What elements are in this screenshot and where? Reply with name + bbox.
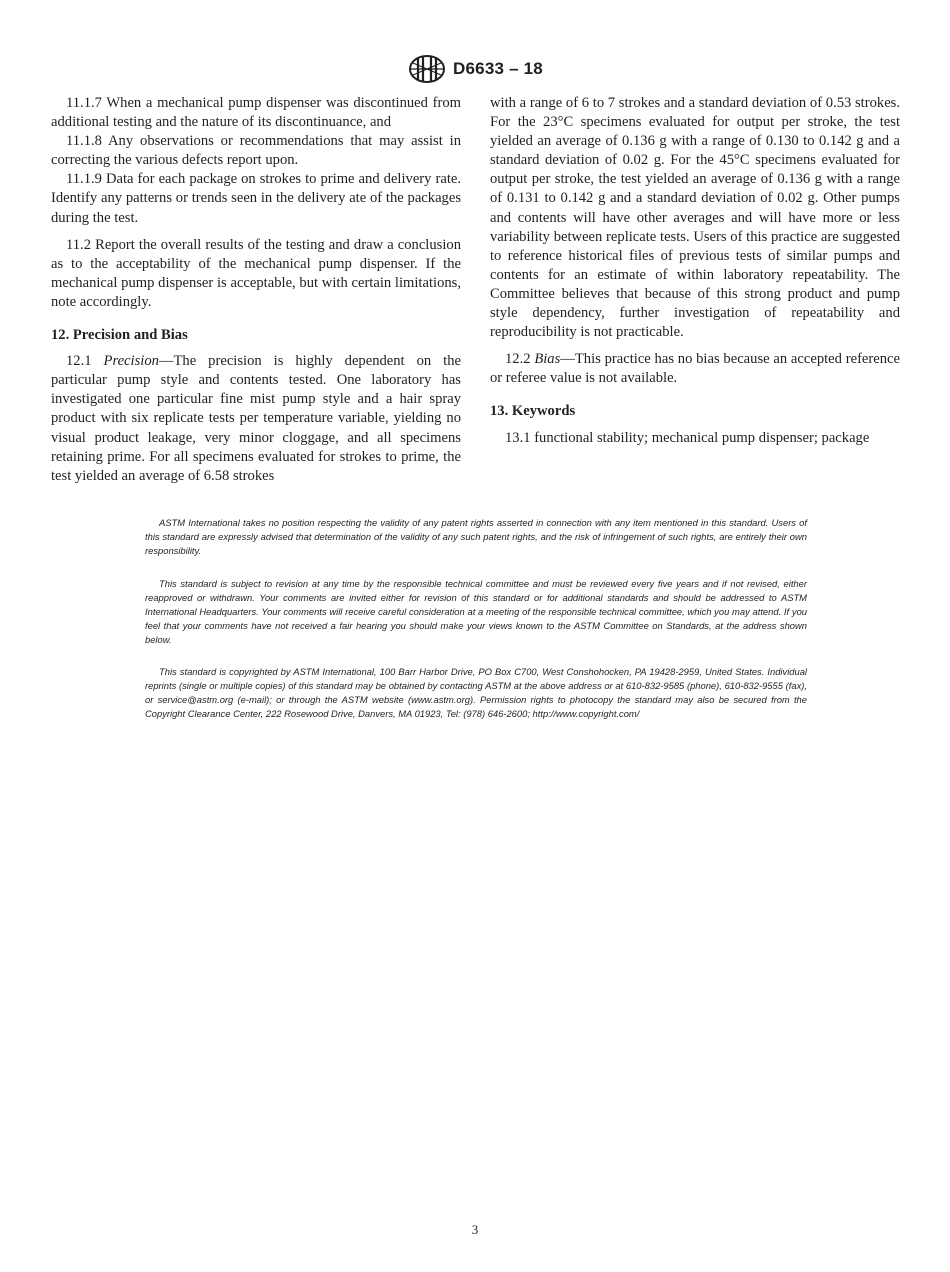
paragraph-11-1-8: 11.1.8 Any observations or recommendations that may assist in correcting the various defects report upon.	[51, 133, 461, 169]
paragraph-12-1-number: 12.1	[66, 353, 92, 370]
paragraph-12-1-continued: with a range of 6 to 7 strokes and a standard deviation of 0.53 strokes. For the 23°C specimens evaluated for output per stroke, the test yielded an average of 0.136 g with a range of 0.130 to 0.142 g and a standard deviation of 0.02 g. For the 45°C specimens evaluated for output per stroke, the test yielded an average of 0.136 g with a range of 0.131 to 0.142 g and a standard deviation of 0.02 g. Other pumps and contents will have other averages and will have more or less variability between replicate tests. Users of this practice are suggested to reference historical files of previous tests of similar pumps and contents for an estimate of within laboratory repeatability. The Committee believes that because of this strong product and pump style dependency, further investigation of repeatability and reproducibility is not practicable.	[490, 95, 900, 341]
patent-notice-text: ASTM International takes no position respecting the validity of any patent rights asserted in connection with any item mentioned in this standard. Users of this standard are expressly advised that determination of the validity of any such patent rights, and the risk of infringement of such rights, are entirely their own responsibility.	[145, 517, 807, 556]
page-header	[0, 52, 950, 86]
bias-term: Bias	[534, 351, 561, 368]
section-13-heading: 13. Keywords	[490, 403, 576, 420]
right-column	[490, 94, 900, 448]
revision-notice-text: This standard is subject to revision at any time by the responsible technical committee and must be reviewed every five years and if not revised, either reapproved or withdrawn. Your comments are invited either for revision of this standard or for additional standards and should be addressed to ASTM International Headquarters. Your comments will receive careful consideration at a meeting of the responsible technical committee, which you may attend. If you feel that your comments have not received a fair hearing you should make your views known to the ASTM Committee on Standards, at the address shown below.	[145, 578, 807, 645]
paragraph-12-2-number: 12.2	[505, 351, 531, 368]
copyright-notice	[145, 665, 807, 721]
page-number: 3	[471, 1222, 479, 1237]
paragraph-11-1-9: 11.1.9 Data for each package on strokes to prime and delivery rate. Identify any patterns or trends seen in the delivery ate of the packages during the test.	[51, 171, 461, 226]
precision-term: Precision	[103, 353, 159, 370]
section-12-heading: 12. Precision and Bias	[51, 327, 188, 344]
paragraph-11-2: 11.2 Report the overall results of the testing and draw a conclusion as to the acceptability of the mechanical pump dispenser. If the mechanical pump dispenser is acceptable, but with certain limitations, note accordingly.	[51, 236, 461, 310]
astm-logo-icon	[407, 54, 447, 84]
patent-notice	[145, 516, 807, 558]
paragraph-12-1-text: —The precision is highly dependent on the particular pump style and contents tested. One laboratory has investigated one particular fine mist pump style and a hair spray product with six replicate tests per temperature variable, yielding no visual product leakage, very minor cloggage, and all specimens retaining prime. For all specimens evaluated for strokes to prime, the test yielded an average of 6.58 strokes	[51, 353, 461, 484]
paragraph-11-1-7: 11.1.7 When a mechanical pump dispenser was discontinued from additional testing and the nature of its discontinuance, and	[51, 95, 461, 131]
paragraph-13-1: 13.1 functional stability; mechanical pump dispenser; package	[505, 429, 870, 446]
paragraph-12-2	[490, 350, 900, 388]
paragraph-12-1	[51, 352, 461, 486]
revision-notice	[145, 577, 807, 647]
left-column	[51, 94, 461, 486]
paragraph-12-2-text: —This practice has no bias because an accepted reference or referee value is not available.	[490, 351, 900, 387]
copyright-notice-text: This standard is copyrighted by ASTM International, 100 Barr Harbor Drive, PO Box C700, West Conshohocken, PA 19428-2959, United States. Individual reprints (single or multiple copies) of this standard may be obtained by contacting ASTM at the above address or at 610-832-9585 (phone), 610-832-9555 (fax), or service@astm.org (e-mail); or through the ASTM website (www.astm.org). Permission rights to photocopy the standard may also be secured from the Copyright Clearance Center, 222 Rosewood Drive, Danvers, MA 01923, Tel: (978) 646-2600; http://www.copyright.com/	[145, 666, 807, 719]
standard-designation: D6633 – 18	[453, 59, 543, 78]
